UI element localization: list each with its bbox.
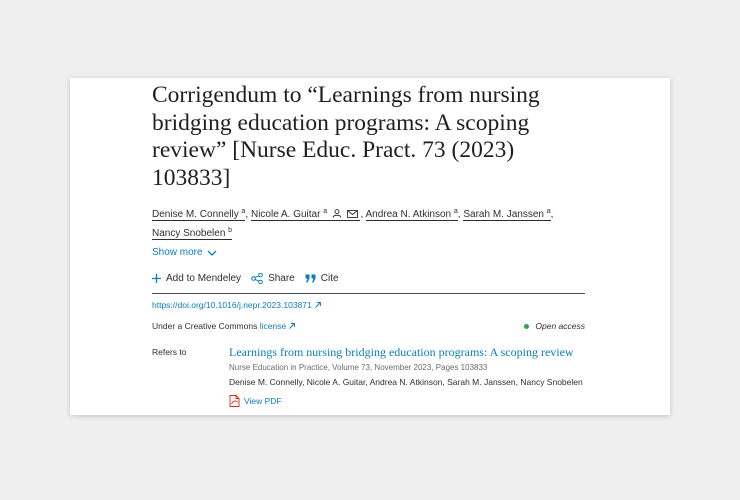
chevron-down-icon (207, 250, 217, 256)
view-pdf-button[interactable] (229, 395, 589, 407)
license-link[interactable]: license (259, 321, 287, 331)
author-list: Denise M. Connelly $^a$, Nicole A. Guitar $^a$ , Andrea N. Atkinson $^a$, Sarah M. Janssen $^a$, Nancy Snobelen $^b$ (152, 208, 554, 239)
related-article-journal: Nurse Education in Practice, Volume 73, November 2023, Pages 103833 (229, 363, 488, 372)
article-card (70, 78, 670, 415)
author-link[interactable]: Nancy Snobelen $^b$ (152, 227, 233, 239)
author-link[interactable]: Denise M. Connelly $^a$ (152, 208, 246, 220)
related-article (229, 344, 589, 407)
show-more-label: Show more (152, 247, 203, 258)
license-text: Under a Creative Commons license (152, 321, 295, 331)
article-title: Corrigendum to “Learnings from nursing bridging education programs: A scoping review” [Nurse Educ. Pract. 73 (2023) 103833] (152, 82, 540, 191)
add-to-mendeley-label: Add to Mendeley (166, 272, 242, 284)
cite-button[interactable] (305, 273, 339, 292)
author-link[interactable]: Andrea N. Atkinson $^a$ (365, 208, 458, 220)
add-to-mendeley-button[interactable] (152, 273, 241, 292)
view-pdf-label: View PDF (244, 396, 282, 406)
doi-text: https://doi.org/10.1016/j.nepr.2023.103871 (152, 300, 312, 310)
share-button[interactable] (251, 273, 295, 292)
pdf-icon (229, 395, 240, 407)
external-link-icon (289, 323, 295, 329)
open-access-dot-icon (524, 324, 529, 329)
share-label: Share (268, 272, 295, 284)
cite-label: Cite (320, 272, 339, 284)
refers-to-label: Refers to (152, 347, 187, 357)
envelope-icon (347, 210, 358, 218)
open-access-badge: Open access (524, 321, 585, 331)
external-link-icon (315, 302, 321, 308)
related-article-title-link[interactable]: Learnings from nursing bridging education programs: A scoping review (229, 345, 574, 359)
license-row (152, 321, 585, 331)
share-icon (251, 273, 263, 284)
quote-icon (305, 274, 316, 283)
doi-link[interactable] (152, 300, 321, 310)
author-link[interactable]: Nicole A. Guitar $^a$ (251, 209, 361, 221)
author-link[interactable]: Sarah M. Janssen $^a$ (463, 208, 551, 220)
related-article-authors: Denise M. Connelly, Nicole A. Guitar, Andrea N. Atkinson, Sarah M. Janssen, Nancy Snobelen (229, 377, 583, 387)
plus-icon (152, 274, 161, 283)
person-icon (332, 209, 342, 218)
article-toolbar (152, 271, 585, 294)
show-more-button[interactable] (152, 247, 217, 258)
